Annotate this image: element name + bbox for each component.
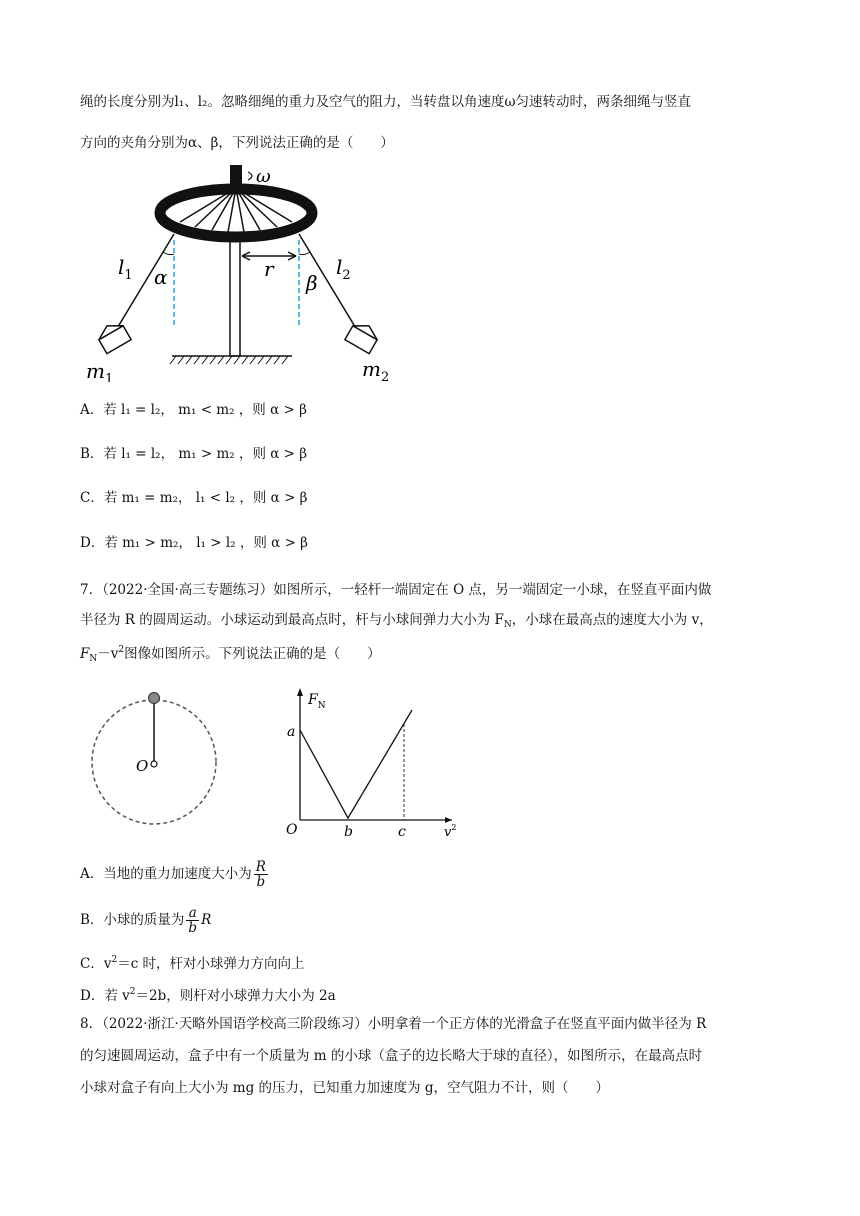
m1-label: $m_1$ [86,359,114,382]
q6-figure [80,160,400,382]
ground-hatch [170,356,288,364]
q7-stem-line3: $F_N-v^2$图像如图所示。下列说法正确的是（ ） [80,645,381,664]
m2-label: $m_2$ [362,357,390,382]
q7-circle-figure [84,688,224,838]
q7-option-d: D．若 $v^2=2b$，则杆对小球弹力大小为 2a [80,987,336,1004]
rotation-arrow-icon [248,172,252,180]
c-label: c [398,824,406,840]
q7-stem-line2: 半径为 R 的圆周运动。小球运动到最高点时，杆与小球间弹力大小为 $F_N$，小球在最高点的速度大小为 v， [80,612,713,630]
q7-option-a: A．当地的重力加速度大小为 $\frac{R}{b}$ [80,859,266,890]
ball [149,693,160,704]
q8-stem-line1: 8．（2022·浙江·天略外国语学校高三阶段练习）小明拿着一个正方体的光滑盒子在竖直平面内做半径为 R [80,1016,707,1032]
b-label: b [344,824,353,840]
pivot-label: O [136,757,149,775]
alpha-label: α [154,265,168,289]
mass-1-box [95,319,131,354]
q7-option-b: B．小球的质量为 $\frac{a}{b}$ R [80,905,212,936]
turntable-disc [160,189,312,237]
radius-label: r [264,257,274,281]
q6-option-b: B．若 l₁ = l₂， m₁ > m₂ ，则 α > β [80,446,308,462]
q6-option-a: A．若 l₁ = l₂， m₁ < m₂ ，则 α > β [80,402,307,418]
beta-arc [299,252,310,255]
q8-stem-line2: 的匀速圆周运动，盒子中有一个质量为 m 的小球（盒子的边长略大于球的直径），如图所示，在最高点时 [80,1048,703,1064]
q7-option-c: C．$v^2=c$ 时，杆对小球弹力方向向上 [80,955,305,972]
q6-stem-line2: 方向的夹角分别为α、β，下列说法正确的是（ ） [80,135,394,151]
q8-stem-line3: 小球对盒子有向上大小为 mg 的压力，已知重力加速度为 g，空气阻力不计，则（ ） [80,1080,609,1096]
a-label: a [287,724,296,740]
alpha-arc [163,252,174,255]
l1-label: $l_1$ [118,255,133,283]
pivot-point [151,761,157,767]
q6-option-d: D．若 m₁ > m₂， l₁ > l₂ ，则 α > β [80,535,308,551]
x-axis-label: $v^2$ [444,823,457,840]
pole [230,238,240,356]
l2-label: $l_2$ [336,255,351,283]
beta-label: β [306,271,318,295]
q6-stem-line1: 绳的长度分别为l₁、l₂。忽略细绳的重力及空气的阻力，当转盘以角速度ω匀速转动时，两条细绳与竖直 [80,94,691,110]
origin-label: O [286,822,298,838]
mass-2-box [345,319,381,354]
y-axis-label: $F_N$ [308,692,326,711]
omega-label: ω [256,166,271,187]
q6-option-c: C．若 m₁ = m₂， l₁ < l₂ ，则 α > β [80,490,308,506]
graph-line [300,710,412,818]
q7-stem-line1: 7．（2022·全国·高三专题练习）如图所示，一轻杆一端固定在 O 点，另一端固定一小球，在竖直平面内做 [80,582,712,598]
q7-graph [280,684,465,840]
